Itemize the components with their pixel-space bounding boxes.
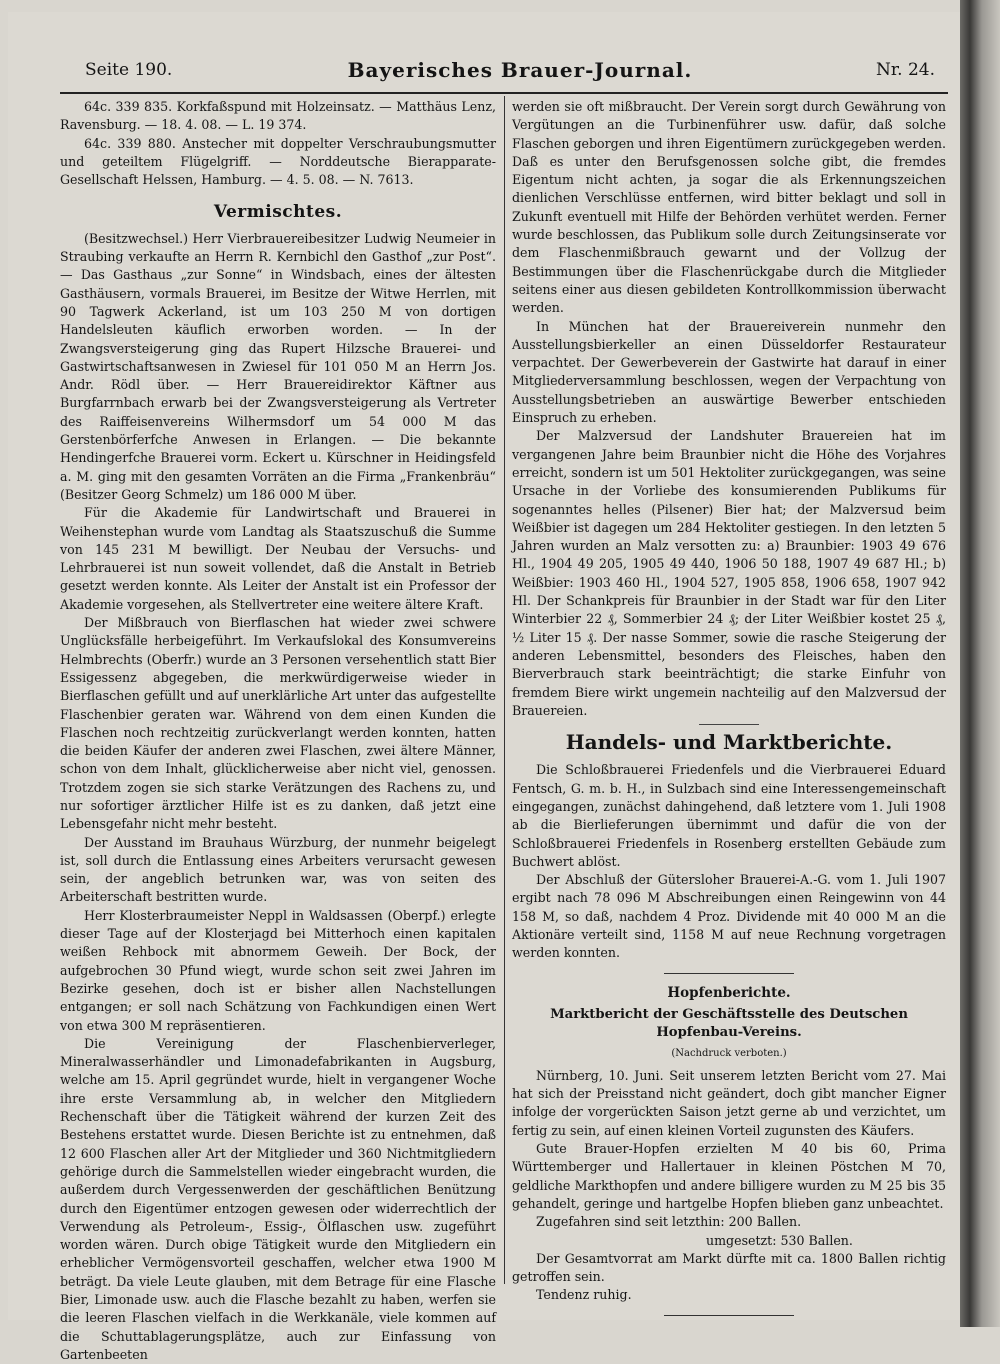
article-paragraph: Die Vereinigung der Flaschenbierverleger, Mineralwasserhändler und Limonadefabrikanten in Augsburg, welche am 15. April gegründet wurde, hielt in vergangener Woche ihre erste Versammlung ab, in welcher den Mitgliedern Rechenschaft über die Tätigkeit während der kurzen Zeit des Bestehens erstattet wurde. Diesen Berichte ist zu entnehmen, daß 12 600 Flaschen aller Art der Mitglieder und 360 Nichtmitgliedern gehörige durch die Sammelstellen wieder eingebracht wurden, die außerdem durch Vergessenwerden der geschäftlichen Benützung durch den Eigentümer entzogen gewesen oder widerrechtlich der Verwendung als Petroleum-, Essig-, Ölflaschen usw. zugeführt worden wären. Durch obige Tätigkeit wurde den Mitgliedern ein erheblicher Vermögensvorteil geschaffen, welcher etwa 1900 M beträgt. Da viele Leute glauben, mit dem Betrage für eine Flasche Bier, Limonade usw. auch die Flasche bezahlt zu haben, werfen sie die leeren Flaschen vielfach in die Werkkanäle, viele kommen auf die Schuttablagerungsplätze, auch zur Einfassung von Gartenbeeten xyxy=(60,1035,496,1362)
column-divider xyxy=(504,96,505,1284)
left-column xyxy=(60,98,496,1364)
reprint-note: (Nachdruck verboten.) xyxy=(671,1047,787,1059)
article-paragraph: Der Mißbrauch von Bierflaschen hat wieder zwei schwere Unglücksfälle herbeigeführt. Im Verkaufslokal des Konsumvereins Helmbrechts (Oberfr.) wurde an 3 Personen versehentlich statt Bier Essigessenz abgegeben, die merkwürdigerweise wieder in Bierflaschen gefüllt und auf unerklärliche Art unter das aufgestellte Flaschenbier geraten war. Während von dem einen Kunden die Flaschen noch rechtzeitig zurückverlangt werden konnten, hatten die beiden Käufer der anderen zwei Flaschen, zwei ältere Männer, schon von dem Inhalt, glücklicherweise aber nicht viel, genossen. Trotzdem zogen sie sich starke Verätzungen des Rachens zu, und nur sofortiger ärztlicher Hilfe ist es zu danken, daß jetzt eine Lebensgefahr nicht mehr besteht. xyxy=(60,615,496,832)
article-paragraph: Der Malzversud der Landshuter Brauereien hat im vergangenen Jahre beim Braunbier nicht die Höhe des Vorjahres erreicht, sondern ist um 501 Hektoliter zurückgegangen, was seine Ursache in der Vorliebe des konsumierenden Publikums für sogenanntes helles (Pilsener) Bier hat; der Malzversud beim Weißbier ist dagegen um 284 Hektoliter gestiegen. In den letzten 5 Jahren wurden an Malz versotten zu: a) Braunbier: 1903 49 676 Hl., 1904 49 205, 1905 49 440, 1906 50 188, 1907 49 687 Hl.; b) Weißbier: 1903 460 Hl., 1904 527, 1905 858, 1906 658, 1907 942 Hl. Der Schankpreis für Braunbier in der Stadt war für den Liter Winterbier 22 ₰, Sommerbier 24 ₰; der Liter Weißbier kostet 25 ₰, ½ Liter 15 ₰. Der nasse Sommer, sowie die rasche Steigerung der anderen Lebensmittel, besonders des Fleisches, haben den Bierverbrauch stark beeinträchtigt; die starke Einfuhr von fremdem Biere wirkt ungemein nachteilig auf den Malzversud der Brauereien. xyxy=(512,428,946,718)
article-paragraph: Tendenz ruhig. xyxy=(536,1287,632,1303)
header-rule xyxy=(60,92,948,94)
article-paragraph: Die Schloßbrauerei Friedenfels und die Vierbrauerei Eduard Fentsch, G. m. b. H., in Sulzbach sind eine Interessengemeinschaft eingegangen, zunächst dahingehend, daß letztere vom 1. Juli 1908 ab die Bierlieferungen übernimmt und dafür die von der Schloßbrauerei Friedenfels in Rosenberg erstellten Gebäude zum Buchwert ablöst. xyxy=(512,762,946,869)
article-paragraph: Der Gesamtvorrat am Markt dürfte mit ca. 1800 Ballen richtig getroffen sein. xyxy=(512,1250,946,1285)
section-title-vermischtes: Vermischtes. xyxy=(213,202,343,223)
article-paragraph: Der Abschluß der Gütersloher Brauerei-A.-G. vom 1. Juli 1907 ergibt nach 78 096 M Abschreibungen einen Reingewinn von 44 158 M, so daß, nachdem 4 Proz. Dividende mit 40 000 M an die Aktionäre verteilt sind, 1158 M auf neue Rechnung vorgetragen werden konnten. xyxy=(512,872,946,961)
journal-title: Bayerisches Brauer-Journal. xyxy=(347,58,693,82)
right-column xyxy=(512,98,946,1326)
page-header xyxy=(85,60,935,86)
article-paragraph: Herr Klosterbraumeister Neppl in Waldsassen (Oberpf.) erlegte dieser Tage auf der Klosterjagd bei Mitterhoch einen kapitalen weißen Rehbock mit abnormem Geweih. Der Bock, der aufgebrochen 30 Pfund wiegt, wurde schon seit zwei Jahren im Bezirke gesehen, doch ist er bisher allen Nachstellungen entgangen; er soll nach Schätzung von Fachkundigen einen Wert von etwa 300 M repräsentieren. xyxy=(60,907,496,1033)
separator-rule xyxy=(664,973,794,974)
article-paragraph: Nürnberg, 10. Juni. Seit unserem letzten Bericht vom 27. Mai hat sich der Preisstand nicht geändert, doch gibt mancher Eigner infolge der vorgerückten Saison jetzt gerne ab und verzichtet, um fertig zu sein, auf einen kleinen Vorteil zugunsten des Käufers. xyxy=(512,1067,946,1138)
article-paragraph: Für die Akademie für Landwirtschaft und Brauerei in Weihenstephan wurde vom Landtag als Staatszuschuß die Summe von 145 231 M bewilligt. Der Neubau der Versuchs- und Lehrbrauerei ist nun soweit vollendet, daß die Anstalt in Betrieb gesetzt werden konnte. Als Leiter der Anstalt ist ein Professor der Akademie vorgesehen, als Stellvertreter eine weitere ältere Kraft. xyxy=(60,505,496,612)
issue-number: Nr. 24. xyxy=(876,60,935,80)
patent-entry: 64c. 339 880. Anstecher mit doppelter Verschraubungsmutter und geteiltem Flügelgriff. — Norddeutsche Bierapparate-Gesellschaft Helssen, Hamburg. — 4. 5. 08. — N. 7613. xyxy=(60,135,496,188)
book-spine xyxy=(960,0,1000,1327)
separator-rule xyxy=(699,724,759,725)
article-paragraph: Gute Brauer-Hopfen erzielten M 40 bis 60, Prima Württemberger und Hallertauer in kleinen Pöstchen M 70, geldliche Markthopfen und andere billigere wurden zu M 25 bis 35 gehandelt, geringe und hartgelbe Hopfen blieben ganz unbeachtet. xyxy=(512,1141,946,1211)
report-subtitle: Marktbericht der Geschäftsstelle des Deutschen Hopfenbau-Vereins. xyxy=(550,1006,908,1041)
article-paragraph: werden sie oft mißbraucht. Der Verein sorgt durch Gewährung von Vergütungen an die Turbinenführer usw. dafür, daß solche Flaschen geborgen und ihren Eigentümern zurückgegeben werden. Daß es unter den Berufsgenossen solche gibt, die fremdes Eigentum nicht achten, ja sogar die als Erkennungszeichen dienlichen Verschlüsse entfernen, wird bitter beklagt und soll in Zukunft eventuell mit Hilfe der Behörden verhütet werden. Ferner wurde beschlossen, das Publikum solle durch Zeitungsinserate vor dem Flaschenmißbrauch gewarnt und der Vollzug der Bestimmungen über die Flaschenrückgabe durch die Mitglieder seitens einer aus diesen gebildeten Kontrollkommission überwacht werden. xyxy=(512,99,946,316)
separator-rule xyxy=(664,1315,794,1316)
article-paragraph: umgesetzt: 530 Ballen. xyxy=(706,1232,853,1248)
section-title-handelsberichte: Handels- und Marktberichte. xyxy=(565,730,893,755)
page-number: Seite 190. xyxy=(85,60,173,80)
patent-entry: 64c. 339 835. Korkfaßspund mit Holzeinsatz. — Matthäus Lenz, Ravensburg. — 18. 4. 08. — L. 19 374. xyxy=(60,99,496,133)
article-paragraph: (Besitzwechsel.) Herr Vierbrauereibesitzer Ludwig Neumeier in Straubing verkaufte an Herrn R. Kernbichl den Gasthof „zur Post“. — Das Gasthaus „zur Sonne“ in Windsbach, eines der ältesten Gasthäusern, vormals Brauerei, im Besitze der Witwe Herrlen, mit 90 Tagwerk Ackerland, ist um 103 250 M von dortigen Handelsleuten käuflich erworben worden. — In der Zwangsversteigerung ging das Rupert Hilzsche Brauerei- und Gastwirtschaftsanwesen in Zwiesel für 101 050 M an Herrn Jos. Andr. Rödl über. — Herr Brauereidirektor Käftner aus Burgfarrnbach erwarb bei der Zwangsversteigerung als Vertreter des Raiffeisenvereins Wilhermsdorf um 54 000 M das Gerstenbörferfche Anwesen in Erlangen. — Die bekannte Hendingerfche Brauerei vorm. Eckert u. Kürschner in Heidingsfeld a. M. ging mit den gesamten Vorräten an die Firma „Frankenbräu“ (Besitzer Georg Schmelz) um 186 000 M über. xyxy=(60,230,496,502)
article-paragraph: Zugefahren sind seit letzthin: 200 Ballen. xyxy=(536,1214,802,1230)
article-paragraph: Der Ausstand im Brauhaus Würzburg, der nunmehr beigelegt ist, soll durch die Entlassung eines Arbeiters verursacht gewesen sein, der angeblich betrunken war, was von seiten des Arbeiterschaft bestritten wurde. xyxy=(60,834,496,905)
section-title-hopfenberichte: Hopfenberichte. xyxy=(667,984,791,1001)
article-paragraph: In München hat der Brauereiverein nunmehr den Ausstellungsbierkeller an einen Düsseldorfer Restaurateur verpachtet. Der Gewerbeverein der Gastwirte hat darauf in einer Mitgliederversammlung beschlossen, wegen der Verpachtung von Ausstellungsbetrieben an auswärtige Bewerber entschieden Einspruch zu erheben. xyxy=(512,318,946,426)
